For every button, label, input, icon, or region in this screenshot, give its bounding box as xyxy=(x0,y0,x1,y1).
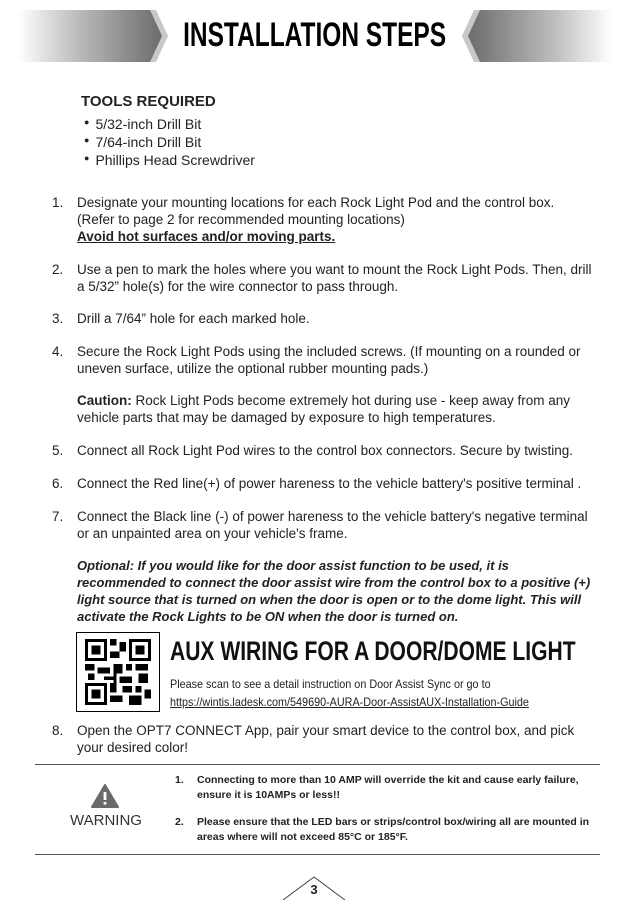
step-text: Drill a 7/64” hole for each marked hole. xyxy=(77,311,310,326)
warning-triangle-icon xyxy=(91,784,119,808)
qr-code xyxy=(76,632,160,712)
caution-label: Caution: xyxy=(77,393,132,408)
page-number: 3 xyxy=(310,882,318,897)
aux-link[interactable] xyxy=(170,695,569,709)
warning-label: WARNING xyxy=(70,812,142,829)
page-title-text: INSTALLATION STEPS xyxy=(183,16,446,54)
step-number: 5. xyxy=(52,443,64,458)
step-text: Connect the Black line (-) of power hareness to the vehicle battery's negative terminal or an unpainted area on your vehicle's frame. xyxy=(77,509,588,541)
warning-text: Please ensure that the LED bars or strips/control box/wiring all are mounted in areas where will not exceed 85°C or 185°F. xyxy=(197,816,590,843)
warning-item xyxy=(175,773,595,803)
aux-text xyxy=(170,677,526,691)
step-text: (Refer to page 2 for recommended mounting locations) xyxy=(77,212,405,227)
divider xyxy=(35,764,600,765)
optional-note: Optional: If you would like for the door assist function to be used, it is recommended to connect the door assist wire from the control box to a positive (+) light source that is turned on when the door is open or to the dome light. This will activate the Rock Lights to be ON when the door is turned on. xyxy=(77,558,591,624)
step-5 xyxy=(52,442,592,459)
step-number: 4. xyxy=(52,344,64,359)
step-text: Use a pen to mark the holes where you want to mount the Rock Light Pods. Then, drill a 5/32” hole(s) for the wire connector to pass through. xyxy=(77,262,592,294)
caution-note xyxy=(77,392,592,426)
step-3 xyxy=(52,310,592,327)
step-number: 2. xyxy=(52,262,64,277)
tools-heading: TOOLS REQUIRED xyxy=(81,93,216,110)
step-7 xyxy=(52,508,592,542)
caution-text: Rock Light Pods become extremely hot during use - keep away from any vehicle parts that may be damaged by exposure to high temperatures. xyxy=(77,393,570,425)
step-number: 8. xyxy=(52,723,64,738)
step-number: 6. xyxy=(52,476,64,491)
step-number: 7. xyxy=(52,509,64,524)
step-8 xyxy=(52,722,592,756)
divider xyxy=(35,854,600,855)
qr-code-image xyxy=(83,639,153,705)
page-title xyxy=(0,16,629,55)
aux-heading-text: AUX WIRING FOR A DOOR/DOME LIGHT xyxy=(170,636,576,666)
aux-text-content: Please scan to see a detail instruction on Door Assist Sync or go to xyxy=(170,677,491,691)
tool-item: ● Phillips Head Screwdriver xyxy=(84,152,255,168)
step-text: Secure the Rock Light Pods using the included screws. (If mounting on a rounded or uneven surface, utilize the optional rubber mounting pads.) xyxy=(77,344,581,376)
step-text: Open the OPT7 CONNECT App, pair your smart device to the control box, and pick your desired color! xyxy=(77,723,575,755)
warning-text: Connecting to more than 10 AMP will override the kit and cause early failure, ensure it is 10AMPs or less!! xyxy=(197,774,579,801)
aux-heading xyxy=(170,636,629,667)
warning-item xyxy=(175,815,595,845)
warning-number: 2. xyxy=(175,816,184,828)
step-text: Connect all Rock Light Pod wires to the control box connectors. Secure by twisting. xyxy=(77,443,573,458)
step-text: Designate your mounting locations for each Rock Light Pod and the control box. xyxy=(77,195,555,210)
step-text: Connect the Red line(+) of power hareness to the vehicle battery's positive terminal . xyxy=(77,476,582,491)
step-2 xyxy=(52,261,592,295)
tool-label: 5/32-inch Drill Bit xyxy=(95,116,202,132)
step-1 xyxy=(52,194,592,245)
step-6 xyxy=(52,475,592,492)
tool-item: ● 5/32-inch Drill Bit xyxy=(84,116,202,132)
warning-number: 1. xyxy=(175,774,184,786)
tool-label: 7/64-inch Drill Bit xyxy=(95,134,202,150)
step-emphasis: Avoid hot surfaces and/or moving parts. xyxy=(77,229,336,244)
step-4 xyxy=(52,343,592,426)
tool-label: Phillips Head Screwdriver xyxy=(95,152,255,168)
aux-link-text[interactable]: https://wintis.ladesk.com/549690-AURA-Door-AssistAUX-Installation-Guide xyxy=(170,695,529,709)
step-number: 1. xyxy=(52,195,64,210)
step-number: 3. xyxy=(52,311,64,326)
tool-item: ● 7/64-inch Drill Bit xyxy=(84,134,202,150)
